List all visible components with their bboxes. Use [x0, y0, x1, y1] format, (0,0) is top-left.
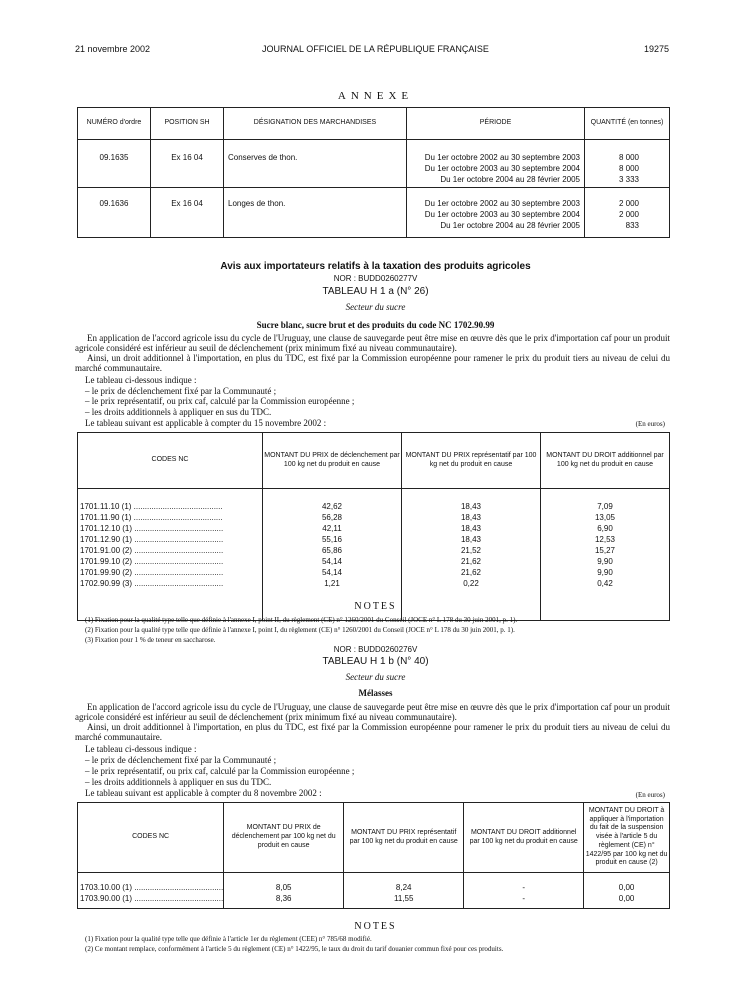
intro-text: Le tableau ci-dessous indique : — [85, 375, 197, 385]
numero: 09.1636 — [78, 188, 151, 238]
col-droit-additionnel: MONTANT DU DROIT additionnel par 100 kg net du produit en cause — [464, 803, 584, 873]
code-nc: 1701.12.10 (1) ..... — [80, 523, 262, 534]
code-nc: 1703.90.00 (1) ..... — [80, 893, 223, 904]
quantity: 833 — [625, 221, 639, 230]
droit-additionnel: 0,42 — [597, 579, 613, 588]
droit-additionnel: 15,27 — [594, 546, 616, 555]
notes-title: NOTES — [354, 921, 397, 932]
paragraph: Ainsi, un droit additionnel à l'importation, en plus du TDC, est fixé par la Commission européenne pour ramener le prix du produit tiers au niveau de celui du marché communautaire. — [75, 722, 670, 742]
designation: Conserves de thon. — [224, 140, 407, 188]
header-date: 21 novembre 2002 — [75, 44, 151, 54]
tableau-title: TABLEAU H 1 a (N° 26) — [322, 286, 429, 297]
period: Du 1er octobre 2004 au 28 février 2005 — [440, 221, 580, 230]
prix-representatif: 11,55 — [393, 894, 414, 903]
applicable-date: Le tableau suivant est applicable à compter du 8 novembre 2002 : — [85, 788, 322, 798]
bullet-item: – le prix de déclenchement fixé par la Communauté ; — [85, 386, 277, 396]
col-codes-nc: CODES NC — [78, 803, 224, 873]
quantity: 2 000 — [618, 199, 639, 208]
annexe-table — [77, 107, 670, 238]
table-row — [78, 140, 670, 188]
bullet-item: – le prix représentatif, ou prix caf, calculé par la Commission européenne ; — [85, 396, 355, 406]
col-droit-additionnel: MONTANT DU DROIT additionnel par 100 kg net du produit en cause — [541, 433, 670, 489]
code-nc: 1701.11.10 (1) ..... — [80, 501, 262, 512]
period: Du 1er octobre 2003 au 30 septembre 2004 — [424, 210, 580, 219]
quantity: 8 000 — [618, 164, 639, 173]
prix-representatif: 18,43 — [460, 502, 482, 511]
note: (1) Fixation pour la qualité type telle que définie à l'annexe I, point II, du règlement (CE) n° 1260/2001 du Conseil (JOCE n° L 178 du 30 juin 2001, p. 1). — [85, 616, 518, 624]
melasses-table — [77, 802, 670, 909]
prix-declenchement: 55,16 — [321, 535, 343, 544]
position: Ex 16 04 — [151, 188, 224, 238]
prix-representatif: 21,62 — [460, 568, 482, 577]
quantity: 2 000 — [618, 210, 639, 219]
prix-declenchement: 1,21 — [324, 579, 340, 588]
droit-additionnel: 13,05 — [594, 513, 616, 522]
note: (1) Fixation pour la qualité type telle que définie à l'article 1er du règlement (CEE) n° 785/68 modifié. — [85, 935, 372, 943]
numero: 09.1635 — [78, 140, 151, 188]
intro-text: Le tableau ci-dessous indique : — [85, 744, 197, 754]
prix-declenchement: 8,36 — [275, 894, 292, 903]
designation: Longes de thon. — [224, 188, 407, 238]
prix-declenchement: 54,14 — [321, 557, 343, 566]
droit-suspension: 0,00 — [618, 894, 635, 903]
section-subtitle: Sucre blanc, sucre brut et des produits du code NC 1702.90.99 — [256, 320, 495, 330]
prix-declenchement: 8,05 — [275, 883, 292, 892]
prix-representatif: 18,43 — [460, 513, 482, 522]
code-nc: 1702.90.99 (3) ..... — [80, 578, 262, 589]
code-nc: 1701.12.90 (1) ..... — [80, 534, 262, 545]
prix-declenchement: 42,11 — [322, 524, 342, 533]
header-page-number: 19275 — [643, 44, 669, 54]
period: Du 1er octobre 2004 au 28 février 2005 — [440, 175, 580, 184]
prix-representatif: 18,43 — [460, 535, 482, 544]
col-position: POSITION SH — [151, 108, 224, 140]
prix-representatif: 0,22 — [463, 579, 479, 588]
prix-declenchement: 65,86 — [321, 546, 343, 555]
avis-title: Avis aux importateurs relatifs à la taxation des produits agricoles — [220, 261, 531, 272]
droit-additionnel: 9,90 — [597, 568, 613, 577]
sucre-table — [77, 432, 670, 621]
droit-suspension: 0,00 — [618, 883, 635, 892]
bullet-item: – le prix représentatif, ou prix caf, calculé par la Commission européenne ; — [85, 766, 355, 776]
nor-reference: NOR : BUDD0260277V — [333, 274, 418, 283]
droit-additionnel: 9,90 — [597, 557, 613, 566]
note: (2) Ce montant remplace, conformément à l'article 5 du règlement (CE) n° 1422/95, le taux du droit du tarif douanier commun fixé pour ces produits. — [85, 945, 504, 953]
currency-unit: (En euros) — [635, 420, 665, 428]
nor-reference: NOR : BUDD0260276V — [333, 645, 418, 654]
note: (2) Fixation pour la qualité type telle que définie à l'annexe I, point I, du règlement (CE) n° 1260/2001 du Conseil (JOCE n° L 178 du 30 juin 2001, p. 1). — [85, 626, 515, 634]
applicable-date: Le tableau suivant est applicable à compter du 15 novembre 2002 : — [85, 418, 327, 428]
secteur-label: Secteur du sucre — [345, 302, 406, 312]
period: Du 1er octobre 2003 au 30 septembre 2004 — [424, 164, 580, 173]
paragraph: Ainsi, un droit additionnel à l'importation, en plus du TDC, est fixé par la Commission européenne pour ramener le prix du produit tiers au niveau de celui du marché communautaire. — [75, 353, 670, 373]
annexe-title: ANNEXE — [337, 90, 414, 102]
period: Du 1er octobre 2002 au 30 septembre 2003 — [424, 153, 580, 162]
paragraph: En application de l'accord agricole issu du cycle de l'Uruguay, une clause de sauvegarde peut être mise en œuvre dès que le prix d'importation caf pour un produit agricole considéré est inférieur au seuil de déclenchement (prix minimum fixé au niveau communautaire). — [75, 702, 670, 722]
period: Du 1er octobre 2002 au 30 septembre 2003 — [424, 199, 580, 208]
bullet-item: – les droits additionnels à appliquer en sus du TDC. — [85, 407, 272, 417]
code-nc: 1701.11.90 (1) ..... — [80, 512, 262, 523]
tableau-title: TABLEAU H 1 b (N° 40) — [322, 656, 429, 667]
position: Ex 16 04 — [151, 140, 224, 188]
bullet-item: – les droits additionnels à appliquer en sus du TDC. — [85, 777, 272, 787]
col-prix-representatif: MONTANT DU PRIX représentatif par 100 kg net du produit en cause — [402, 433, 541, 489]
col-prix-declenchement: MONTANT DU PRIX de déclenchement par 100 kg net du produit en cause — [224, 803, 344, 873]
col-designation: DÉSIGNATION DES MARCHANDISES — [224, 108, 407, 140]
prix-representatif: 21,62 — [460, 557, 482, 566]
prix-representatif: 8,24 — [395, 883, 412, 892]
notes-title: NOTES — [354, 601, 397, 612]
droit-additionnel: 6,90 — [597, 524, 613, 533]
paragraph: En application de l'accord agricole issu du cycle de l'Uruguay, une clause de sauvegarde peut être mise en œuvre dès que le prix d'importation caf pour un produit agricole considéré est inférieur au seuil de déclenchement (prix minimum fixé au niveau communautaire). — [75, 333, 670, 353]
col-prix-declenchement: MONTANT DU PRIX de déclenchement par 100 kg net du produit en cause — [263, 433, 402, 489]
section-subtitle: Mélasses — [358, 688, 393, 698]
quantity: 3 333 — [618, 175, 639, 184]
prix-declenchement: 42,62 — [321, 502, 343, 511]
code-nc: 1701.91.00 (2) ..... — [80, 545, 262, 556]
col-prix-representatif: MONTANT DU PRIX représentatif par 100 kg net du produit en cause — [344, 803, 464, 873]
col-droit-suspension: MONTANT DU DROIT à appliquer à l'importation du fait de la suspension visée à l'article 5 du règlement (CE) n° 1422/95 par 100 kg net du produit en cause (2) — [584, 803, 670, 873]
quantity: 8 000 — [618, 153, 639, 162]
droit-additionnel: - — [522, 894, 526, 903]
note: (3) Fixation pour 1 % de teneur en saccharose. — [85, 636, 216, 644]
header-journal: JOURNAL OFFICIEL DE LA RÉPUBLIQUE FRANÇAISE — [262, 44, 489, 54]
col-periode: PÉRIODE — [407, 108, 585, 140]
col-numero: NUMÉRO d'ordre — [78, 108, 151, 140]
prix-representatif: 18,43 — [460, 524, 482, 533]
col-codes-nc: CODES NC — [78, 433, 263, 489]
currency-unit: (En euros) — [635, 791, 665, 799]
droit-additionnel: - — [522, 883, 526, 892]
code-nc: 1701.99.10 (2) ..... — [80, 556, 262, 567]
col-quantite: QUANTITÉ (en tonnes) — [585, 108, 670, 140]
prix-representatif: 21,52 — [460, 546, 482, 555]
prix-declenchement: 54,14 — [321, 568, 343, 577]
secteur-label: Secteur du sucre — [345, 672, 406, 682]
table-row — [78, 188, 670, 238]
droit-additionnel: 12,53 — [594, 535, 616, 544]
prix-declenchement: 56,28 — [321, 513, 343, 522]
code-nc: 1703.10.00 (1) ..... — [80, 882, 223, 893]
droit-additionnel: 7,09 — [597, 502, 613, 511]
code-nc: 1701.99.90 (2) ..... — [80, 567, 262, 578]
bullet-item: – le prix de déclenchement fixé par la Communauté ; — [85, 755, 277, 765]
